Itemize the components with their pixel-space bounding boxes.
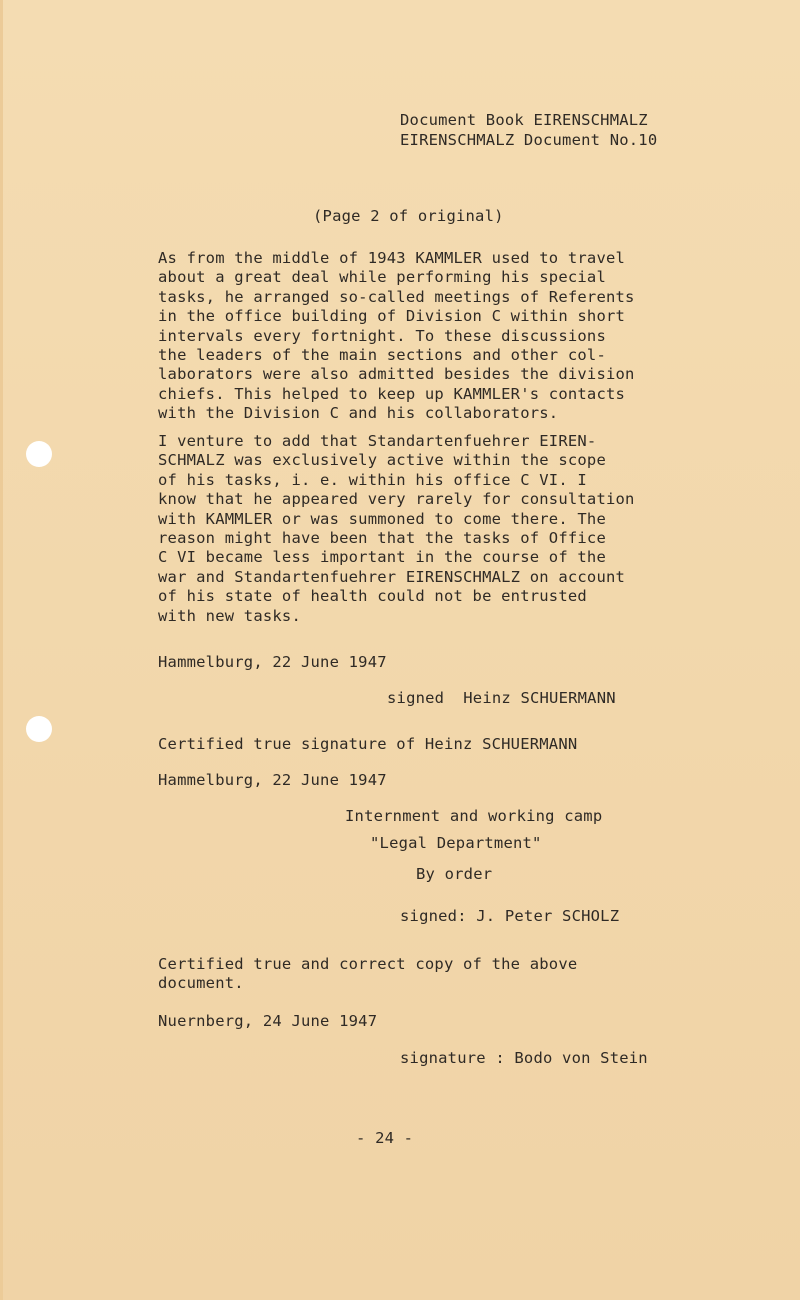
paper-edge [0,0,3,1300]
paragraph-line: intervals every fortnight. To these discussions [158,326,606,345]
paragraph-line: of his state of health could not be entrusted [158,587,587,606]
paragraph-line: with the Division C and his collaborators. [158,404,559,423]
place-date-3: Nuernberg, 24 June 1947 [158,1012,378,1030]
paragraph-1 [158,249,678,424]
page-number: - 24 - [356,1129,414,1147]
paragraph-line: SCHMALZ was exclusively active within the scope [158,451,606,470]
paragraph-line: the leaders of the main sections and other col- [158,346,606,365]
punch-hole-top [26,441,52,467]
page-reference: (Page 2 of original) [313,207,504,225]
paragraph-line: war and Standartenfuehrer EIRENSCHMALZ on account [158,567,626,586]
paragraph-line: know that he appeared very rarely for consultation [158,490,635,509]
paragraph-line: laborators were also admitted besides the division [158,365,635,384]
paragraph-line: chiefs. This helped to keep up KAMMLER's contacts [158,384,626,403]
punch-hole-bottom [26,716,52,742]
certified-signature: Certified true signature of Heinz SCHUERMANN [158,735,578,753]
certified-copy [158,955,678,994]
camp-name: Internment and working camp [345,807,603,825]
paragraph-line: of his tasks, i. e. within his office C VI. I [158,470,587,489]
header-document-number: EIRENSCHMALZ Document No.10 [400,131,658,149]
signature-von-stein: signature : Bodo von Stein [400,1049,648,1067]
paragraph-line: Certified true and correct copy of the above [158,955,578,973]
signed-schuermann: signed Heinz SCHUERMANN [387,689,616,707]
place-date-1: Hammelburg, 22 June 1947 [158,653,387,671]
paragraph-line: with KAMMLER or was summoned to come there. The [158,509,606,528]
place-date-2: Hammelburg, 22 June 1947 [158,771,387,789]
paragraph-line: with new tasks. [158,606,301,625]
paragraph-line: in the office building of Division C within short [158,307,626,326]
signed-scholz: signed: J. Peter SCHOLZ [400,907,620,925]
paragraph-line: reason might have been that the tasks of Office [158,529,606,548]
camp-department: "Legal Department" [370,834,542,852]
header-document-book: Document Book EIRENSCHMALZ [400,111,648,129]
paragraph-line: C VI became less important in the course of the [158,548,606,567]
by-order: By order [416,865,493,883]
paragraph-line: document. [158,974,244,993]
paragraph-line: about a great deal while performing his special [158,268,606,287]
paragraph-line: tasks, he arranged so-called meetings of Referents [158,287,635,306]
paragraph-line: As from the middle of 1943 KAMMLER used to travel [158,249,626,267]
paragraph-2 [158,432,678,626]
paragraph-line: I venture to add that Standartenfuehrer EIREN- [158,432,597,450]
